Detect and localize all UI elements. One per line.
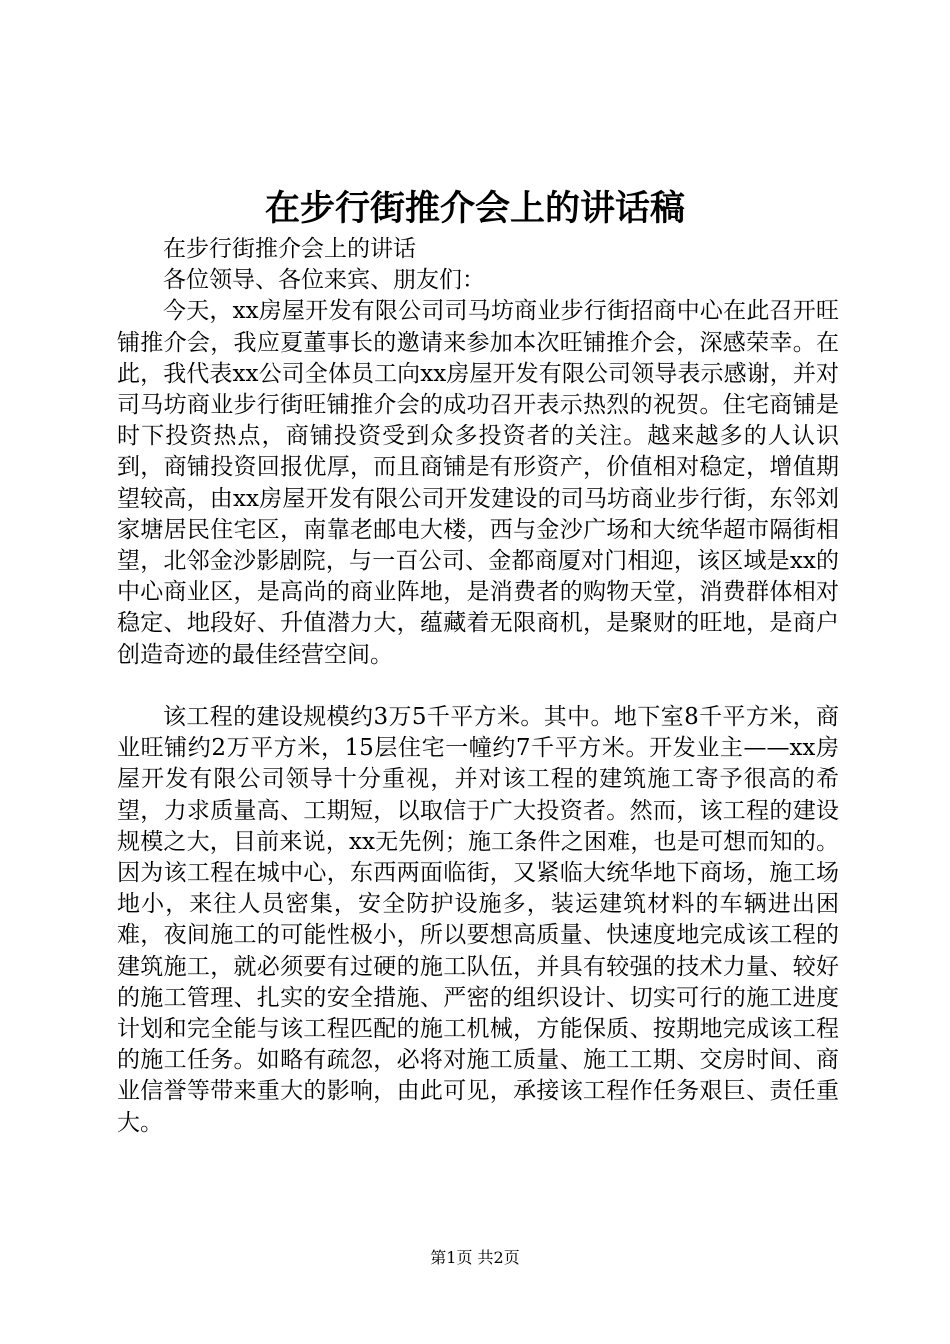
paragraph-project-scale: 该工程的建设规模约3万5千平方米。其中。地下室8千平方米，商业旺铺约2万平方米，15层住宅一幢约7千平方米。开发业主——xx房屋开发有限公司领导十分重视，并对该工程的建筑施工寄予很高的希望，力求质量高、工期短，以取信于广大投资者。然而，该工程的建设规模之大，目前来说，xx无先例；施工条件之困难，也是可想而知的。因为该工程在城中心，东西两面临街，又紧临大统华地下商场，施工场地小，来往人员密集，安全防护设施多，装运建筑材料的车辆进出困难，夜间施工的可能性极小，所以要想高质量、快速度地完成该工程的建筑施工，就必须要有过硬的施工队伍，并具有较强的技术力量、较好的施工管理、扎实的安全措施、严密的组织设计、切实可行的施工进度计划和完全能与该工程匹配的施工机械，方能保质、按期地完成该工程的施工任务。如略有疏忽，必将对施工质量、施工工期、交房时间、商业信誉等带来重大的影响，由此可见，承接该工程作任务艰巨、责任重大。 bbox=[117, 704, 839, 1136]
speech-subtitle: 在步行街推介会上的讲话 bbox=[163, 236, 416, 262]
page-footer: 第1页 共2页 bbox=[430, 1248, 520, 1267]
document-title: 在步行街推介会上的讲话稿 bbox=[264, 188, 685, 229]
paragraph-opening: 今天，xx房屋开发有限公司司马坊商业步行街招商中心在此召开旺铺推介会，我应夏董事长的邀请来参加本次旺铺推介会，深感荣幸。在此，我代表xx公司全体员工向xx房屋开发有限公司领导表示感谢，并对司马坊商业步行街旺铺推介会的成功召开表示热烈的祝贺。住宅商铺是时下投资热点，商铺投资受到众多投资者的关注。越来越多的人认识到，商铺投资回报优厚，而且商铺是有形资产，价值相对稳定，增值期望较高，由xx房屋开发有限公司开发建设的司马坊商业步行街，东邻刘家塘居民住宅区，南靠老邮电大楼，西与金沙广场和大统华超市隔街相望，北邻金沙影剧院，与一百公司、金都商厦对门相迎，该区域是xx的中心商业区，是高尚的商业阵地，是消费者的购物天堂，消费群体相对稳定、地段好、升值潜力大，蕴藏着无限商机，是聚财的旺地，是商户创造奇迹的最佳经营空间。 bbox=[117, 298, 839, 668]
document-body bbox=[117, 234, 839, 1139]
paragraph-gap bbox=[117, 671, 839, 702]
salutation: 各位领导、各位来宾、朋友们： bbox=[163, 267, 485, 294]
